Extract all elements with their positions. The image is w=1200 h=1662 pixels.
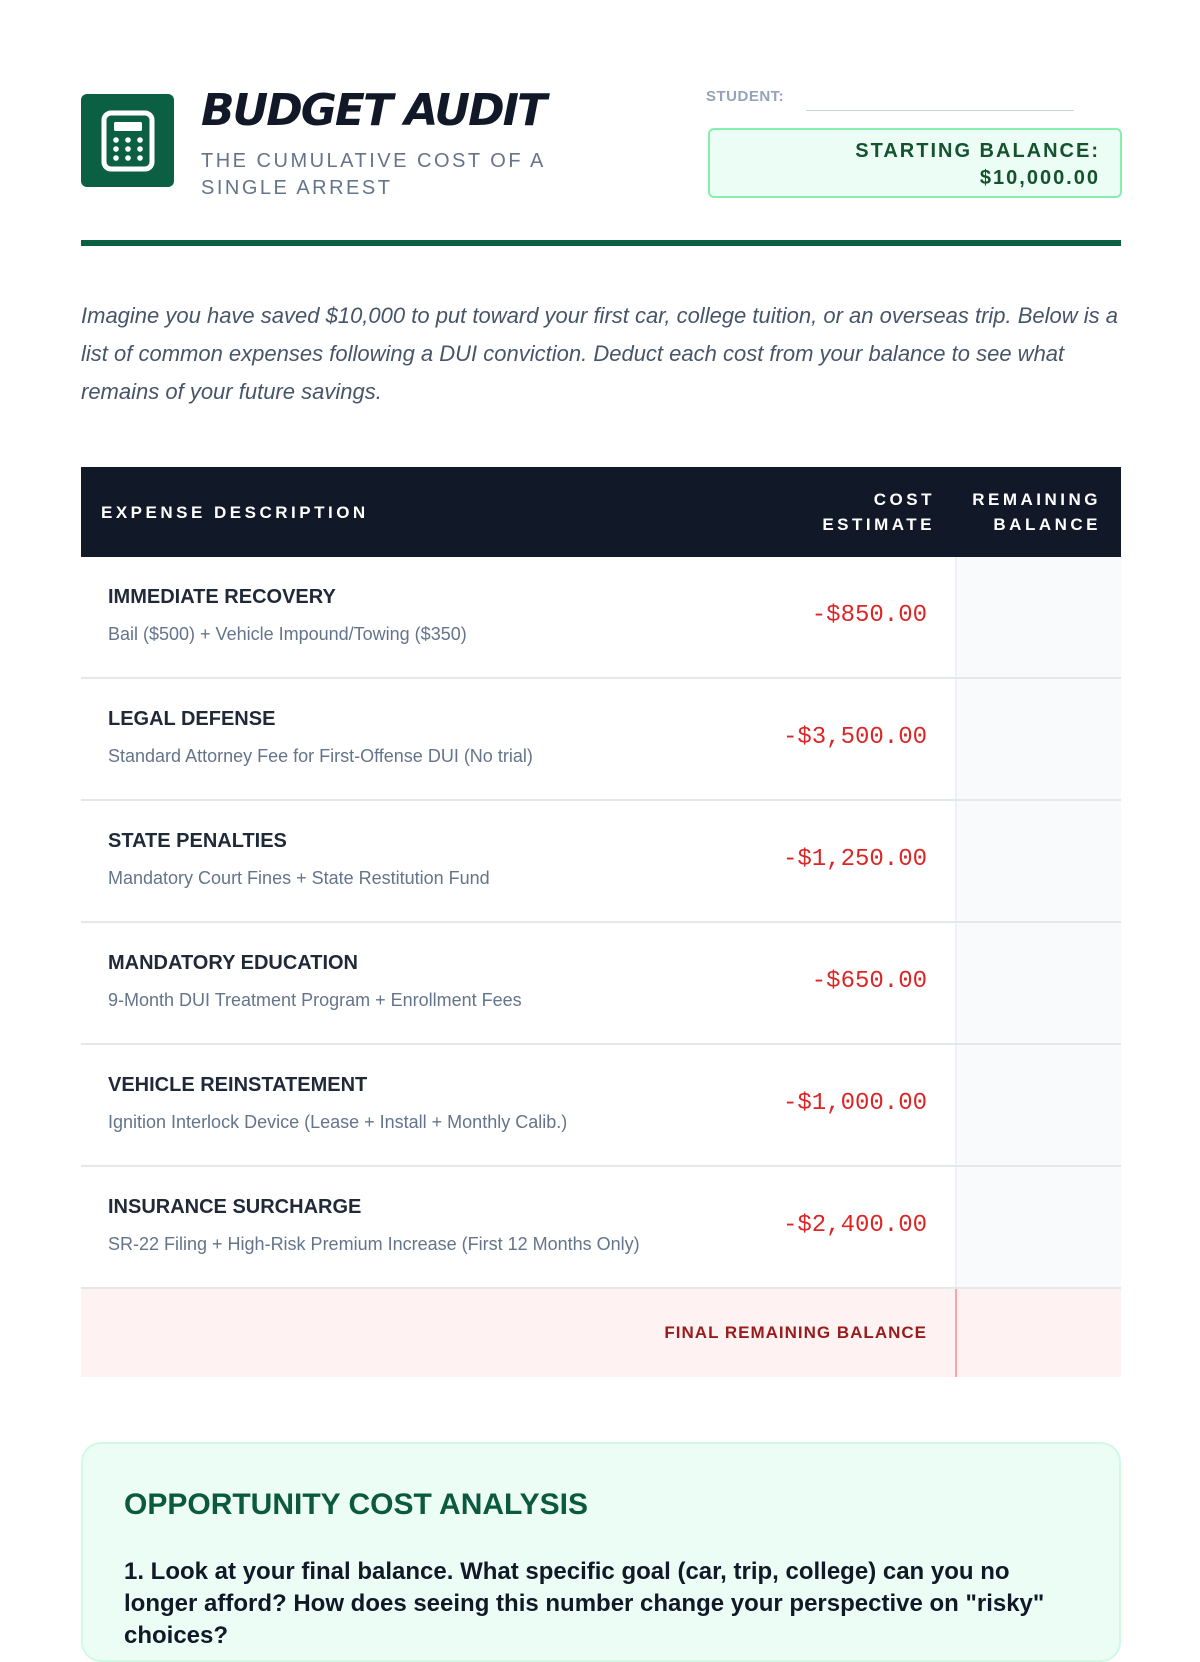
expense-name: MANDATORY EDUCATION [108, 952, 358, 974]
expense-name: STATE PENALTIES [108, 830, 287, 852]
remaining-balance-input[interactable] [955, 557, 1121, 677]
intro-paragraph: Imagine you have saved $10,000 to put toward your first car, college tuition, or an overseas trip. Below is a list of common expenses following a DUI conviction. Deduct each cost from your balance to see what remains of your future savings. [81, 303, 1119, 404]
opportunity-question: 1. Look at your final balance. What specific goal (car, trip, college) can you no longer afford? How does seeing this number change your perspective on "risky" choices? [124, 1558, 1045, 1649]
remaining-balance-input[interactable] [955, 1045, 1121, 1165]
expense-description: 9-Month DUI Treatment Program + Enrollment Fees [108, 990, 522, 1010]
table-row [81, 801, 1121, 923]
remaining-balance-input[interactable] [955, 679, 1121, 799]
expense-cost: -$850.00 [811, 602, 927, 629]
header-balance-line1: REMAINING [972, 490, 1101, 509]
expense-cost: -$1,250.00 [782, 846, 927, 873]
remaining-balance-input[interactable] [955, 923, 1121, 1043]
starting-balance-value: $10,000.00 [979, 167, 1100, 189]
header-cost-line1: COST [873, 490, 935, 509]
remaining-balance-input[interactable] [955, 1167, 1121, 1287]
expense-name: LEGAL DEFENSE [108, 708, 276, 730]
header-balance-line2: BALANCE [993, 515, 1101, 534]
expense-description: Mandatory Court Fines + State Restitution Fund [108, 868, 490, 888]
expense-cost: -$3,500.00 [782, 724, 927, 751]
expense-description: Ignition Interlock Device (Lease + Install + Monthly Calib.) [108, 1112, 568, 1132]
header-expense-description: EXPENSE DESCRIPTION [101, 503, 369, 522]
opportunity-title: OPPORTUNITY COST ANALYSIS [124, 1488, 588, 1521]
expense-name: INSURANCE SURCHARGE [108, 1196, 362, 1218]
table-row [81, 679, 1121, 801]
final-balance-row [81, 1289, 1121, 1377]
remaining-balance-input[interactable] [955, 801, 1121, 921]
expense-table [81, 467, 1121, 1377]
student-label: STUDENT: [706, 88, 785, 105]
header-cost-line2: ESTIMATE [822, 515, 935, 534]
expense-name: IMMEDIATE RECOVERY [108, 586, 336, 608]
expense-description: Bail ($500) + Vehicle Impound/Towing ($350) [108, 624, 467, 644]
expense-cost: -$1,000.00 [782, 1090, 927, 1117]
table-header [81, 467, 1121, 557]
starting-balance-label: STARTING BALANCE: [855, 140, 1100, 162]
expense-cost: -$650.00 [811, 968, 927, 995]
expense-description: Standard Attorney Fee for First-Offense DUI (No trial) [108, 746, 533, 766]
opportunity-cost-panel [81, 1442, 1121, 1662]
table-row [81, 1167, 1121, 1289]
table-row [81, 923, 1121, 1045]
expense-cost: -$2,400.00 [782, 1212, 927, 1239]
final-balance-label: FINAL REMAINING BALANCE [664, 1323, 927, 1342]
table-row [81, 557, 1121, 679]
page-title: BUDGET AUDIT [201, 85, 546, 136]
student-name-field[interactable] [806, 110, 1074, 111]
header-cost-estimate [795, 487, 935, 537]
starting-balance-box [708, 128, 1122, 198]
expense-name: VEHICLE REINSTATEMENT [108, 1074, 368, 1096]
expense-description: SR-22 Filing + High-Risk Premium Increase (First 12 Months Only) [108, 1234, 640, 1254]
calculator-icon [81, 94, 174, 187]
table-row [81, 1045, 1121, 1167]
worksheet-header [81, 85, 1121, 200]
header-divider [81, 240, 1121, 246]
header-remaining-balance [951, 487, 1101, 537]
final-balance-input[interactable] [955, 1289, 1121, 1377]
page-subtitle: THE CUMULATIVE COST OF A SINGLE ARREST [201, 150, 545, 199]
